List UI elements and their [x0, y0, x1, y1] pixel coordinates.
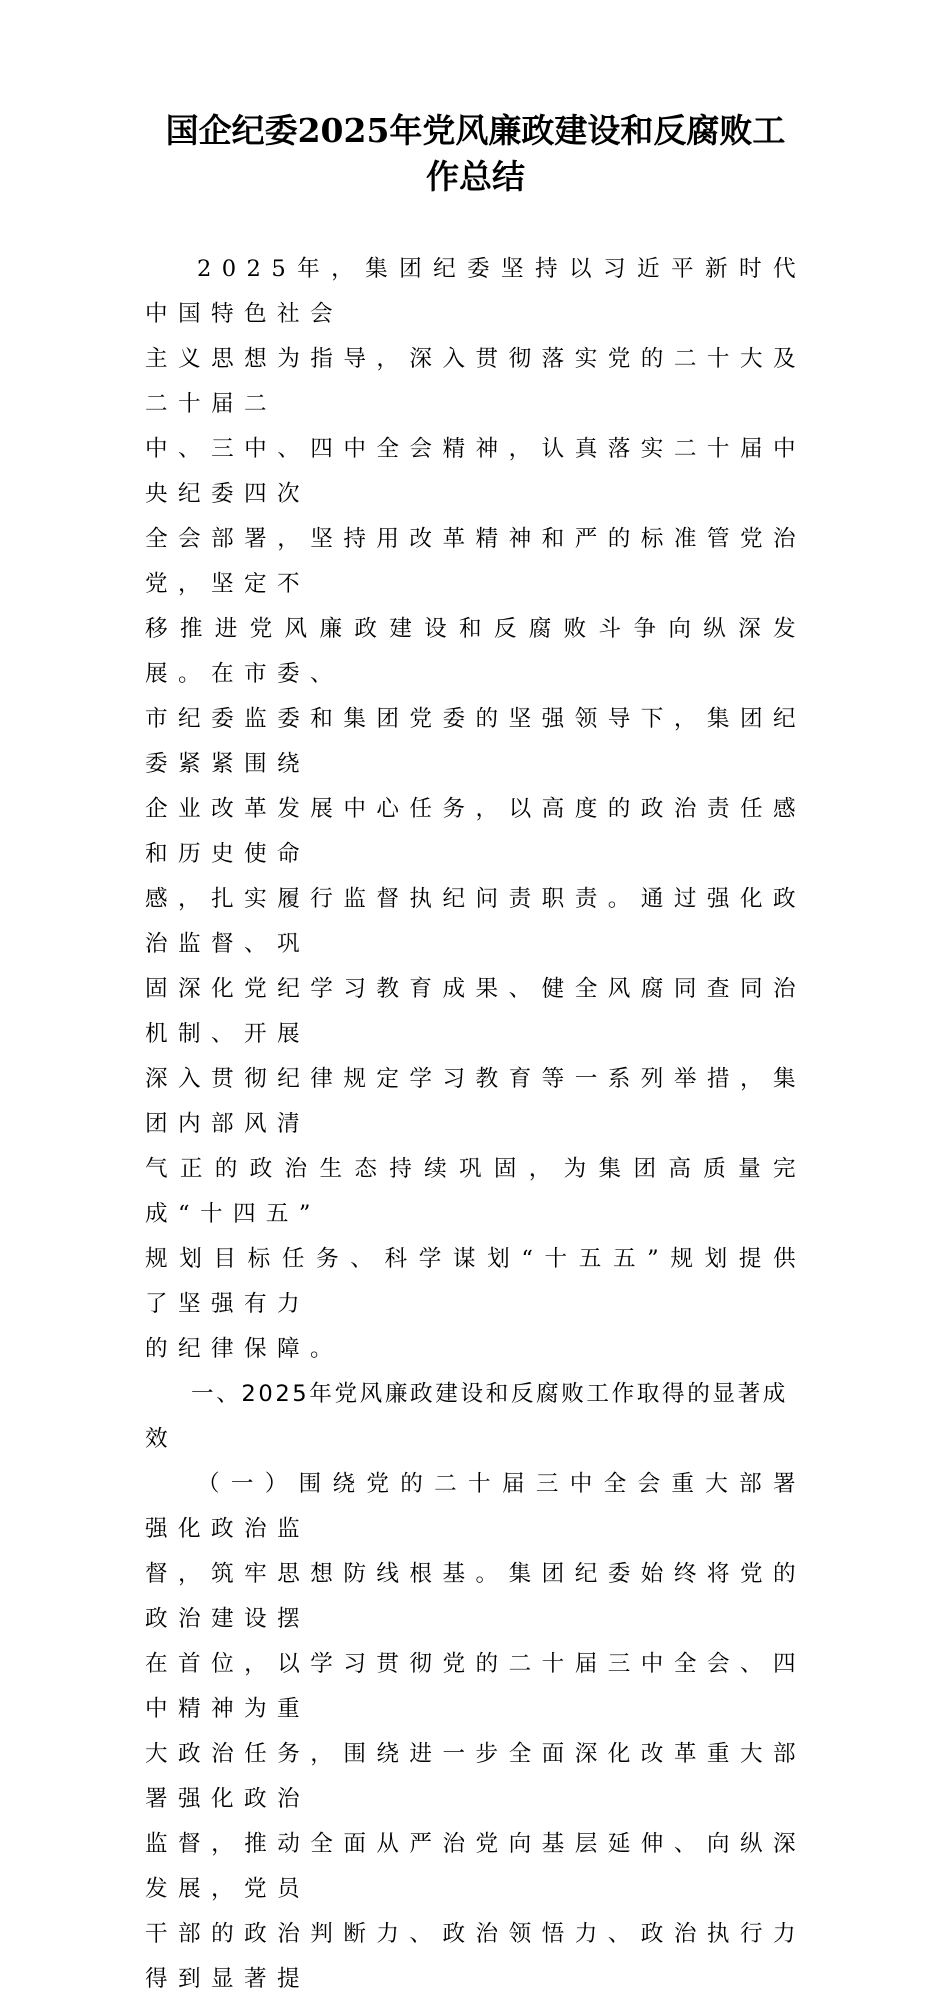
text-line: 中、三中、四中全会精神，认真落实二十届中央纪委四次 — [145, 436, 806, 507]
text-line: 干部的政治判断力、政治领悟力、政治执行力得到显著提 — [145, 1921, 806, 1992]
text-line: 督，筑牢思想防线根基。集团纪委始终将党的政治建设摆 — [145, 1561, 806, 1632]
text-line: 大政治任务，围绕进一步全面深化改革重大部署强化政治 — [145, 1741, 806, 1812]
text-line: 监督，推动全面从严治党向基层延伸、向纵深发展，党员 — [145, 1831, 806, 1902]
text-line: 的纪律保障。 — [145, 1336, 343, 1362]
text-line: 气正的政治生态持续巩固，为集团高质量完成“十四五” — [145, 1156, 806, 1227]
heading-line: 一、2025年党风廉政建设和反腐败工作取得的显著成 — [191, 1381, 788, 1407]
text-line: 全会部署，坚持用改革精神和严的标准管党治党，坚定不 — [145, 526, 806, 597]
text-line: 固深化党纪学习教育成果、健全风腐同查同治机制、开展 — [145, 976, 806, 1047]
title-spacer — [145, 200, 806, 247]
text-line: 企业改革发展中心任务，以高度的政治责任感和历史使命 — [145, 796, 806, 867]
title-line-1: 国企纪委2025年党风廉政建设和反腐败工 — [165, 111, 786, 150]
heading-line: 效 — [145, 1426, 171, 1452]
text-line: 2025年，集团纪委坚持以习近平新时代中国特色社会 — [145, 256, 806, 327]
intro-paragraph — [145, 247, 806, 1372]
text-line: 深入贯彻纪律规定学习教育等一系列举措，集团内部风清 — [145, 1066, 806, 1137]
document-page — [145, 108, 806, 2002]
text-line: 移推进党风廉政建设和反腐败斗争向纵深发展。在市委、 — [145, 616, 806, 687]
text-line: 规划目标任务、科学谋划“十五五”规划提供了坚强有力 — [145, 1246, 806, 1317]
document-title — [133, 108, 818, 200]
text-line: 主义思想为指导，深入贯彻落实党的二十大及二十届二 — [145, 346, 806, 417]
text-line: 市纪委监委和集团党委的坚强领导下，集团纪委紧紧围绕 — [145, 706, 806, 777]
text-line: 感，扎实履行监督执纪问责职责。通过强化政治监督、巩 — [145, 886, 806, 957]
subsection-paragraph-1 — [145, 1462, 806, 2002]
section-heading-1 — [145, 1372, 806, 1462]
text-line: （一）围绕党的二十届三中全会重大部署强化政治监 — [145, 1471, 806, 1542]
title-line-2: 作总结 — [426, 157, 525, 196]
text-line: 在首位，以学习贯彻党的二十届三中全会、四中精神为重 — [145, 1651, 806, 1722]
